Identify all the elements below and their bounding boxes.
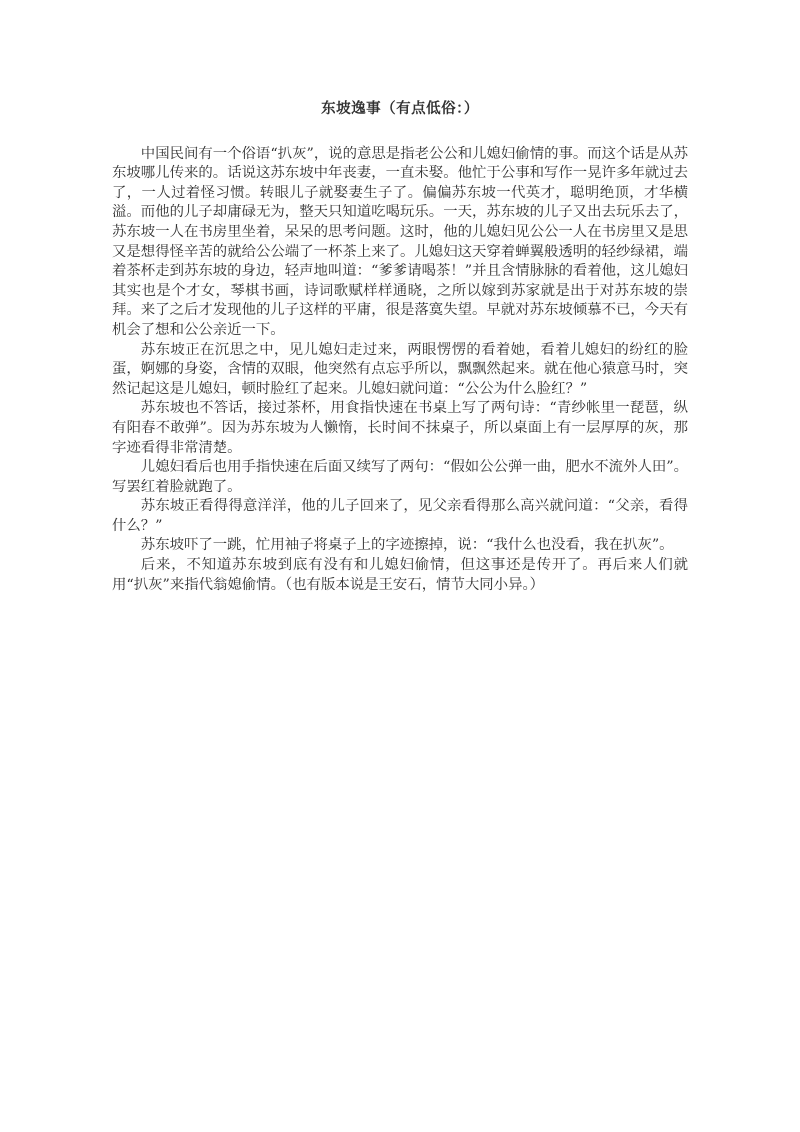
paragraph-6: 苏东坡吓了一跳，忙用袖子将桌子上的字迹擦掉，说：“我什么也没看，我在扒灰”。	[140, 537, 674, 554]
document-body	[112, 145, 688, 596]
paragraph-5: 苏东坡正看得得意洋洋，他的儿子回来了，见父亲看得那么高兴就问道：“父亲，看得什么？”	[112, 498, 688, 534]
paragraph-3: 苏东坡也不答话，接过茶杯，用食指快速在书桌上写了两句诗：“青纱帐里一琵琶，纵有阳春不敢弹”。因为苏东坡为人懒惰，长时间不抹桌子，所以桌面上有一层厚厚的灰，那字迹看得非常清楚。	[112, 400, 688, 456]
document-title: 东坡逸事（有点低俗：）	[321, 100, 479, 117]
paragraph-7: 后来，不知道苏东坡到底有没有和儿媳妇偷情，但这事还是传开了。再后来人们就用“扒灰”来指代翁媳偷情。（也有版本说是王安石，情节大同小异。）	[112, 557, 688, 593]
paragraph-4: 儿媳妇看后也用手指快速在后面又续写了两句：“假如公公弹一曲，肥水不流外人田”。写罢红着脸就跑了。	[112, 459, 688, 495]
paragraph-1: 中国民间有一个俗语“扒灰”，说的意思是指老公公和儿媳妇偷情的事。而这个话是从苏东坡哪儿传来的。话说这苏东坡中年丧妻，一直未娶。他忙于公事和写作一晃许多年就过去了，一人过着怪习惯。转眼儿子就娶妻生子了。偏偏苏东坡一代英才，聪明绝顶，才华横溢。而他的儿子却庸碌无为，整天只知道吃喝玩乐。一天，苏东坡的儿子又出去玩乐去了，苏东坡一人在书房里坐着，呆呆的思考问题。这时，他的儿媳妇见公公一人在书房里又是思又是想得怪辛苦的就给公公端了一杯茶上来了。儿媳妇这天穿着蝉翼般透明的轻纱绿裙，端着茶杯走到苏东坡的身边，轻声地叫道：“爹爹请喝茶！”并且含情脉脉的看着他，这儿媳妇其实也是个才女，琴棋书画，诗词歌赋样样通晓，之所以嫁到苏家就是出于对苏东坡的崇拜。来了之后才发现他的儿子这样的平庸，很是落寞失望。早就对苏东坡倾慕不已，今天有机会了想和公公亲近一下。	[112, 145, 688, 338]
paragraph-2: 苏东坡正在沉思之中，见儿媳妇走过来，两眼愣愣的看着她，看着儿媳妇的纷红的脸蛋，婀娜的身姿，含情的双眼，他突然有点忘乎所以，飘飘然起来。就在他心猿意马时，突然记起这是儿媳妇，顿时脸红了起来。儿媳妇就问道：“公公为什么脸红？”	[112, 341, 688, 397]
